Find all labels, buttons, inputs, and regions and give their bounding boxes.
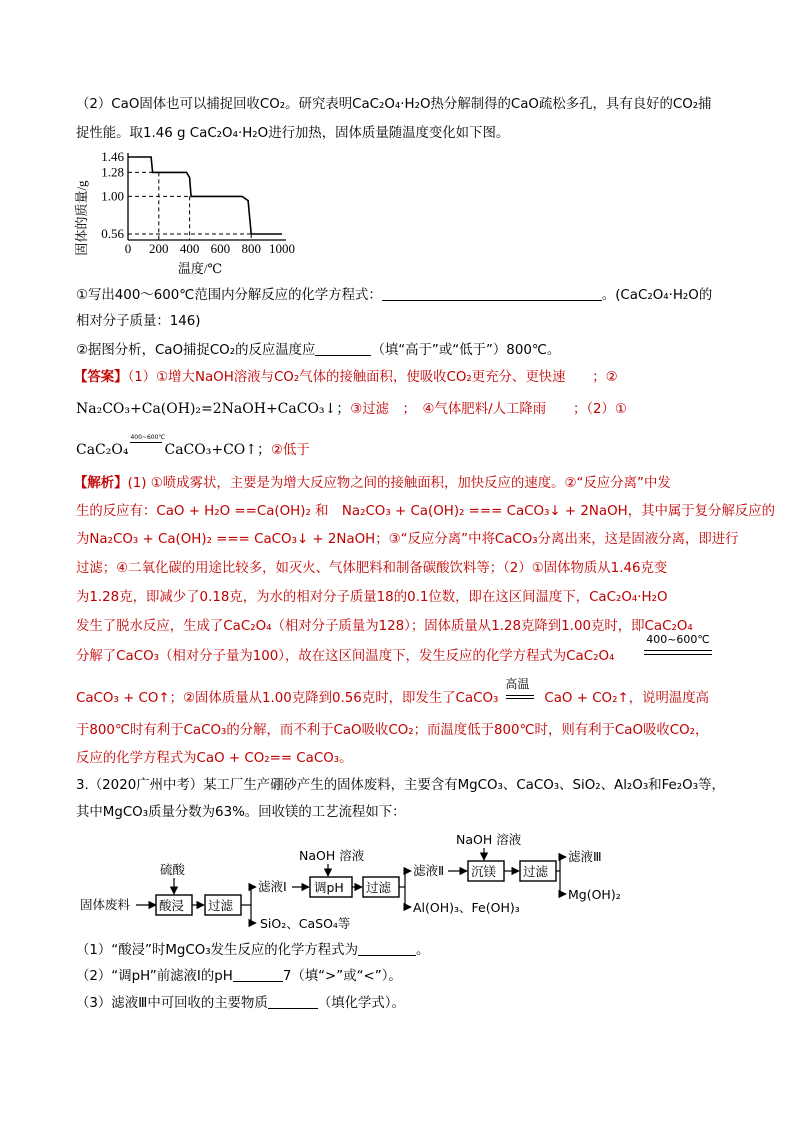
flow-filtrate-2: 滤液Ⅱ xyxy=(413,863,445,878)
q3-sub1 xyxy=(76,941,429,961)
q3-sub1-text: （1）“酸浸”时MgCO₃发生反应的化学方程式为 xyxy=(76,943,358,958)
mass-curve xyxy=(128,157,282,234)
answer-blank-temperature[interactable] xyxy=(315,341,371,356)
q2-sub1-after: 。(CaC₂O₄·H₂O的 xyxy=(601,288,713,303)
analysis-text-8b: CaO + CO₂↑，说明温度高 xyxy=(544,691,710,706)
answer-eq2-left: CaC₂O₄ xyxy=(76,442,129,458)
q3-sub1-end: 。 xyxy=(415,943,430,958)
analysis-line6: 发生了脱水反应，生成了CaC₂O₄（相对分子质量为128）；固体质量从1.28克降到1.00克时，即CaC₂O₄ xyxy=(76,619,693,634)
q3-sub2 xyxy=(76,967,402,987)
flow-step-precipitate-mg: 沉镁 xyxy=(471,864,497,879)
flow-start: 固体废料 xyxy=(80,897,131,912)
answer-eq2-right: CaCO₃+CO↑； xyxy=(164,442,271,458)
x-tick-label: 1000 xyxy=(269,241,295,256)
q3-sub2-end: 7（填“>”或“<”）。 xyxy=(282,969,402,984)
flow-step-filter-1: 过滤 xyxy=(208,898,234,913)
flow-acid-label: 硫酸 xyxy=(160,862,186,877)
x-tick-label: 800 xyxy=(241,241,261,256)
flow-box-precipitate-mg xyxy=(468,861,504,881)
answer-blank-equation[interactable] xyxy=(382,286,602,301)
analysis-line10: 反应的化学方程式为CaO + CO₂== CaCO₃。 xyxy=(76,751,353,766)
flow-box-filter-1 xyxy=(205,895,241,915)
flow-step-adjust-ph: 调pH xyxy=(314,880,344,895)
answer-line3 xyxy=(76,434,310,461)
analysis-line4: 过滤；④二氧化碳的用途比较多，如灭火、气体肥料和制备碳酸饮料等；（2）①固体物质从1.46克变 xyxy=(76,561,668,576)
mass-temperature-chart xyxy=(72,148,312,278)
q3-sub2-text: （2）“调pH”前滤液Ⅰ的pH xyxy=(76,969,233,984)
analysis-line5: 为1.28克，即减少了0.18克，为水的相对分子质量18的0.1位数，即在这区间温度下，CaC₂O₄·H₂O xyxy=(76,590,668,605)
analysis-text-1: (1) ①喷成雾状，主要是为增大反应物之间的接触面积，加快反应的速度。②“反应分离”中发 xyxy=(127,476,671,491)
flow-filtrate-3: 滤液Ⅲ xyxy=(568,849,602,864)
analysis-line2: 生的反应有：CaO + H₂O ==Ca(OH)₂ 和 Na₂CO₃ + Ca(OH)₂ === CaCO₃↓ + 2NaOH，其中属于复分解反应的 xyxy=(76,504,776,519)
q3-sub3-end: （填化学式）。 xyxy=(317,996,405,1011)
flow-box-adjust-ph xyxy=(310,877,352,897)
q2-sub2-text-a: ②据图分析，CaO捕捉CO₂的反应温度应 xyxy=(76,343,316,358)
answer-text-3: ②低于 xyxy=(271,443,310,458)
flow-naoh-label-2: NaOH 溶液 xyxy=(456,832,522,847)
q2-sub1-line2: 相对分子质量：146) xyxy=(76,314,201,329)
flow-step-acid-leach: 酸浸 xyxy=(159,898,185,913)
q2-intro-line1: （2）CaO固体也可以捕捉回收CO₂。研究表明CaC₂O₄·H₂O热分解制得的CaO疏松多孔，具有良好的CO₂捕 xyxy=(76,97,712,112)
x-tick-label: 400 xyxy=(179,241,200,256)
flow-naoh-label-1: NaOH 溶液 xyxy=(299,848,365,863)
x-tick-label: 600 xyxy=(210,241,231,256)
y-tick-label: 1.28 xyxy=(101,164,124,180)
q2-sub1-text: ①写出400～600℃范围内分解反应的化学方程式： xyxy=(76,288,382,303)
q3-line1: 3.（2020广州中考）某工厂生产硼砂产生的固体废料，主要含有MgCO₃、CaCO₃、SiO₂、Al₂O₃和Fe₂O₃等， xyxy=(76,778,725,793)
y-tick-label: 1.46 xyxy=(101,149,124,164)
q2-sub2-text-b: （填“高于”或“低于”）800℃。 xyxy=(371,343,561,358)
x-tick-label: 200 xyxy=(149,241,169,256)
answer-text-1: （1）①增大NaOH溶液与CO₂气体的接触面积，使吸收CO₂更充分、更快速 ；② xyxy=(127,370,618,385)
flow-step-filter-2: 过滤 xyxy=(366,880,392,895)
analysis-line8 xyxy=(76,677,710,709)
x-axis-label: 温度/℃ xyxy=(177,261,223,276)
flow-residue-2: Al(OH)₃、Fe(OH)₃ xyxy=(413,900,520,915)
answer-line1 xyxy=(74,368,618,388)
q3-line2: 其中MgCO₃质量分数为63%。回收镁的工艺流程如下： xyxy=(76,805,406,820)
condition-2-text: 高温 xyxy=(505,677,530,691)
flow-box-acid-leach xyxy=(156,895,192,915)
analysis-label: 【解析】 xyxy=(74,476,128,491)
q2-intro-line2: 捉性能。取1.46 g CaC₂O₄·H₂O进行加热，固体质量随温度变化如下图。 xyxy=(76,126,510,141)
flow-filtrate-1: 滤液Ⅰ xyxy=(258,879,287,894)
analysis-text-8: CaCO₃ + CO↑；②固体质量从1.00克降到0.56克时，即发生了CaCO₃ xyxy=(76,691,499,706)
answer-line2 xyxy=(76,399,627,420)
q2-sub1-line1 xyxy=(76,286,712,306)
answer-label: 【答案】 xyxy=(74,370,128,385)
y-tick-label: 1.00 xyxy=(101,188,124,204)
answer-equation-1: Na₂CO₃+Ca(OH)₂=2NaOH+CaCO₃↓； xyxy=(76,401,351,417)
condition-1-text: 400~600℃ xyxy=(646,633,710,646)
analysis-line3: 为Na₂CO₃ + Ca(OH)₂ === CaCO₃↓ + 2NaOH；③“反应分离”中将CaCO₃分离出来，这是固液分离，即进行 xyxy=(76,532,739,547)
analysis-text-7: 分解了CaCO₃（相对分子量为100），故在这区间温度下，发生反应的化学方程式为CaC₂O₄ xyxy=(76,649,615,664)
answer-eq2-condition: 400~600℃ xyxy=(130,434,166,441)
q3-sub3-text: （3）滤液Ⅲ中可回收的主要物质 xyxy=(76,996,268,1011)
answer-blank-sub2[interactable] xyxy=(233,967,283,982)
q3-sub3 xyxy=(76,994,405,1014)
flow-box-filter-2 xyxy=(363,877,399,897)
analysis-condition-1 xyxy=(644,633,712,655)
q2-sub2-line xyxy=(76,341,560,361)
answer-blank-sub1[interactable] xyxy=(358,941,416,956)
y-axis-label: 固体的质量/g xyxy=(74,180,89,256)
answer-text-2: ③过滤 ； ④气体肥料/人工降雨 ；（2）① xyxy=(350,402,627,417)
flow-residue-1: SiO₂、CaSO₄等 xyxy=(260,916,351,931)
flow-product: Mg(OH)₂ xyxy=(568,887,621,902)
analysis-line9: 于800℃时有利于CaCO₃的分解，而不利于CaO吸收CO₂；而温度低于800℃时，则有利于CaO吸收CO₂， xyxy=(76,723,709,738)
answer-blank-sub3[interactable] xyxy=(268,994,318,1009)
analysis-line7 xyxy=(76,647,614,667)
process-flowchart xyxy=(76,832,716,932)
flow-box-filter-3 xyxy=(520,861,556,881)
analysis-line1 xyxy=(74,474,671,494)
x-tick-label: 0 xyxy=(124,241,132,256)
y-tick-label: 0.56 xyxy=(101,226,124,241)
flow-step-filter-3: 过滤 xyxy=(523,864,549,879)
